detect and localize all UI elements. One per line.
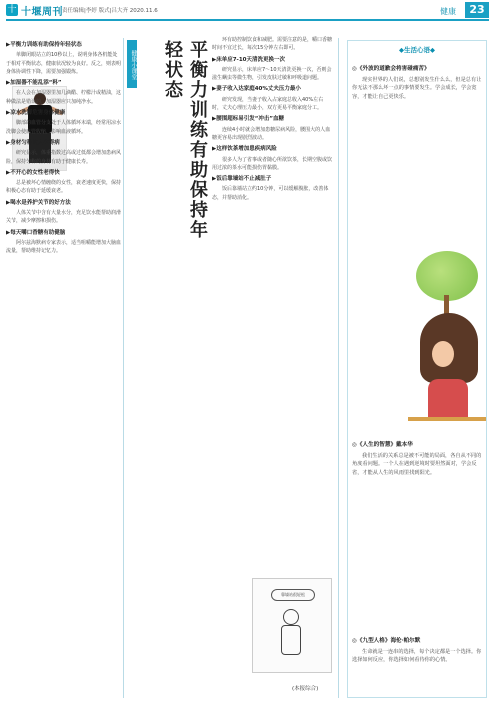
quote-title: ◎《人生的智慧》戴本华 bbox=[352, 442, 413, 448]
section-body: 单脚闭眼站立的10秒以上，说明身体各机能处于相对平衡状态，健康状况较为良好。反之，则表明身体协调性下降，需要加强锻炼。 bbox=[6, 52, 122, 75]
section-tag: 健康小课堂 bbox=[127, 40, 137, 88]
section-name: 健康 bbox=[440, 7, 456, 16]
sidebar-quote-2 bbox=[352, 439, 484, 629]
section-body: 很多人为了省事或者随心所欲饮茶，长期空腹或饮用过浓的茶水可能损伤胃黏膜。 bbox=[212, 156, 332, 171]
speech-bubble: 靠墙站很轻松 bbox=[271, 589, 315, 601]
sidebar-quote-1 bbox=[352, 63, 484, 263]
quote-title: ◎《九型人格》海伦·帕尔默 bbox=[352, 638, 421, 644]
section-body: 环有助控制饮食和减肥。需要注意的是，嚼口香糖时间不宜过长，每次15分钟左右即可。 bbox=[212, 37, 332, 52]
section-heading: ▶饭后靠墙站不止减肚子 bbox=[212, 176, 272, 183]
top-rule bbox=[6, 19, 489, 21]
section-heading: ▶平衡力训练有助保持年轻状态 bbox=[6, 42, 82, 48]
quote-text: 我们生活的关系总是被不可能的局面，各自从不同的角度看问题。一个人在遇到逆境时要坦然面对，学会反省，才能从人生的风雨里找到阳光。 bbox=[352, 452, 482, 476]
section-heading: ▶腰围超标易引发“冲击”血糖 bbox=[212, 116, 284, 123]
page-number: 23 bbox=[465, 2, 489, 18]
column-divider bbox=[338, 38, 339, 698]
sidebar-header: ◆生活心语◆ bbox=[399, 46, 435, 54]
wall-standing-sketch bbox=[252, 578, 332, 673]
section-body: 研究显示，床单应7～10天清洗更换一次，否则会滋生螨虫等微生物，引发皮肤过敏和呼吸道问题。 bbox=[212, 66, 332, 82]
section-heading: ▶这样饮茶增加患疾病风险 bbox=[212, 146, 277, 153]
section-heading: ▶身材匀称的人少得病 bbox=[6, 139, 60, 146]
section-body: 在人会在加湿器里加几滴醋、柠檬汁或精油，这种做法是错误的，加湿器应只加纯净水。 bbox=[6, 90, 122, 105]
section-heading: ▶每天嚼口香糖有助健脑 bbox=[6, 229, 66, 236]
quote-text: 生命就是一连串的选择，每个决定都是一个选择。你选择如何反应，你选择如何看待你的心情。 bbox=[352, 648, 482, 664]
section-heading: ▶凉水洗脚危害身体健康 bbox=[6, 110, 66, 117]
section-body: 研究显示，体重指数过高或过低都会增加患病风险，保持匀称的身材有助于健康长寿。 bbox=[6, 150, 122, 165]
section-body: 人体关节中含有大量水分，充足饮水能帮助润滑关节，减少摩擦和损伤。 bbox=[6, 210, 122, 225]
editor-credits: 责任编辑|李婷 版式|吕大齐 2020.11.6 bbox=[62, 8, 158, 14]
article-headline: 平衡力训练有助保持年轻状态 bbox=[162, 40, 208, 240]
newspaper-logo bbox=[6, 3, 63, 17]
section-body: 脚部的血管分支处于人体循环末端，经常用凉水洗脚会使血管收缩，影响血液循环。 bbox=[6, 120, 122, 135]
life-quotes-sidebar bbox=[347, 40, 487, 698]
section-body: 饭后靠墙站立约10分钟，可以缓解腹胀，改善体态，并帮助消化。 bbox=[212, 186, 329, 201]
article-column-1 bbox=[6, 38, 122, 698]
section-heading: ▶喝水是养护关节的好方法 bbox=[6, 199, 71, 206]
quote-title: ◎《外波的道歉会将害碰痛苦》 bbox=[352, 66, 430, 72]
section-body: 阿尔兹海默病专家表示，适当咀嚼能增加大脑血流量，帮助维持记忆力。 bbox=[6, 239, 122, 255]
column-divider bbox=[123, 38, 124, 698]
girl-under-tree-illustration bbox=[408, 251, 486, 423]
section-heading: ▶加湿器不能乱添“料” bbox=[6, 80, 62, 87]
masthead bbox=[0, 0, 495, 20]
article-source-caption: (本报综合) bbox=[292, 686, 319, 692]
section-heading: ▶不开心的女性老得快 bbox=[6, 169, 60, 176]
logo-text: 十堰周刊 bbox=[21, 6, 63, 18]
logo-mark-icon: 十 bbox=[7, 5, 17, 15]
quote-text: 现实世界的人们说，总想别发生什么么，但是总有让你无法不那么坏一点的事情要发生。学会成长，学会宽容，才能让自己更快乐。 bbox=[352, 76, 482, 100]
sidebar-quote-3 bbox=[352, 635, 484, 695]
section-body: 研究发现，当妻子收入占家庭总收入40%左右时，丈夫心理压力最小，双方更易平衡家庭分工。 bbox=[212, 96, 324, 112]
section-body: 连续4小时就会增加患糖尿病风险，腰围大的人血糖更容易出现剧烈波动。 bbox=[212, 126, 331, 141]
section-body: 总是被坏心情缠绕的女性，衰老速度更快，保持积极心态有助于延缓衰老。 bbox=[6, 180, 122, 195]
section-heading: ▶妻子收入达家庭40%丈夫压力最小 bbox=[212, 86, 301, 93]
section-heading: ▶床单应7-10天清洗更换一次 bbox=[212, 56, 285, 63]
